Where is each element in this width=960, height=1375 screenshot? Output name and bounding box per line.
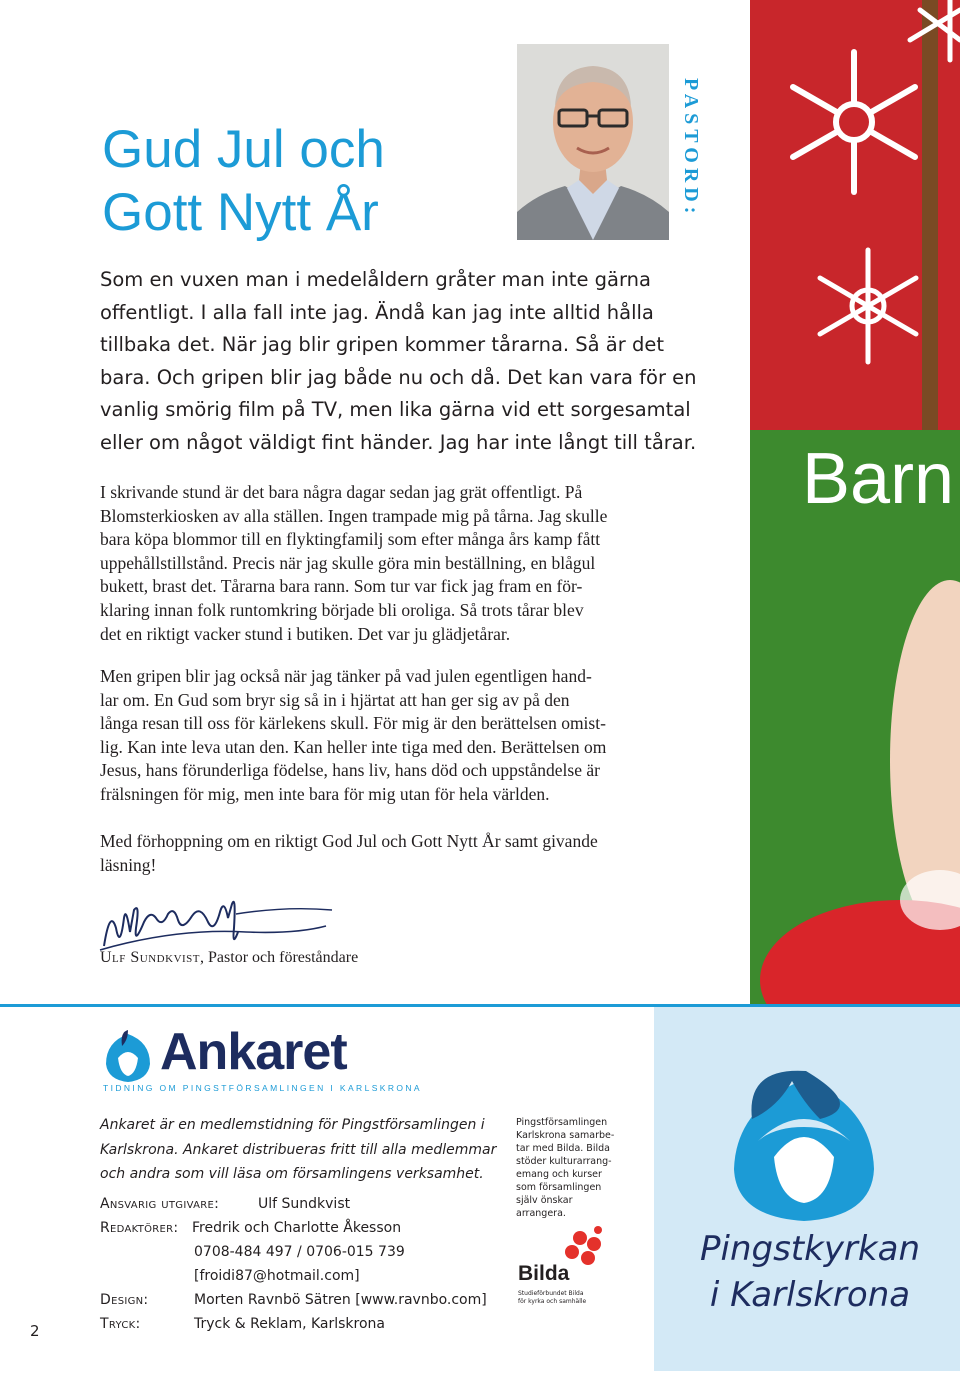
lead-line: bara. Och gripen blir jag både nu och då. Det kan vara för en <box>100 365 697 389</box>
body-line: läsning! <box>100 854 157 875</box>
portrait-illustration <box>517 44 669 240</box>
body-line: bara köpa blommor till en flyktingfamilj som efter många års kamp fått <box>100 529 601 550</box>
signature-name: Ulf Sundkvist <box>100 949 201 966</box>
signature-role: , Pastor och föreståndare <box>200 949 359 966</box>
lead-line: eller om något väldigt fint händer. Jag har inte långt till tårar. <box>100 430 697 454</box>
lead-line: vanlig smörig film på TV, men lika gärna vid ett sorgesamtal <box>100 398 691 421</box>
snowflake-icon <box>820 250 916 362</box>
lead-paragraph <box>100 264 697 459</box>
body-line: frälsningen för mig, men inte bara för mig utan för hela världen. <box>100 783 550 804</box>
bilda-sub-line: för kyrka och samhälle <box>518 1298 587 1305</box>
pastor-portrait <box>517 44 669 240</box>
body-line: Med förhoppning om en riktigt God Jul och Gott Nytt År samt givande <box>100 831 598 851</box>
body-paragraph <box>100 665 660 807</box>
ankaret-name: Ankaret <box>160 1023 347 1081</box>
bilda-note-line: arrangera. <box>516 1208 566 1219</box>
side-photo <box>750 0 960 1006</box>
body-line: lar om. En Gud som bryr sig så in i hjärtat att han ger sig av på den <box>100 689 570 710</box>
lead-line: Som en vuxen man i medelåldern gråter man inte gärna <box>100 268 651 291</box>
page-number: 2 <box>30 1322 40 1340</box>
masthead-intro <box>100 1113 497 1187</box>
bilda-flower-icon <box>565 1226 602 1265</box>
intro-line: och andra som vill läsa om församlingens verksamhet. <box>100 1166 484 1182</box>
intro-line: Karlskrona. Ankaret distribueras fritt till alla medlemmar <box>100 1141 497 1158</box>
bilda-note-line: själv önskar <box>516 1195 573 1206</box>
bilda-note-line: Pingstförsamlingen <box>516 1117 608 1128</box>
photo-banner-text: Barn <box>802 439 955 519</box>
lead-line: tillbaka det. När jag blir gripen kommer tårarna. Så är det <box>100 333 664 356</box>
section-label-text: PASTORD: <box>680 78 702 219</box>
title-line: Gud Jul och <box>102 120 385 179</box>
bilda-subtitle <box>518 1290 586 1306</box>
credit-label: Ansvarig utgivare: <box>100 1196 220 1212</box>
body-line: bukett, brast det. Tårarna bara rann. Som tur var fick jag fram en för- <box>100 576 583 597</box>
body-line: lig. Kan inte leva utan den. Kan heller inte tiga med den. Berättelsen om <box>100 736 607 757</box>
credit-label: Tryck: <box>100 1316 141 1332</box>
bilda-note-line: emang och kurser <box>516 1169 602 1180</box>
signature-line <box>100 949 358 967</box>
body-line: Jesus, hans förunderliga födelse, hans liv, hans död och uppståndelse är <box>100 760 600 781</box>
bilda-note-line: tar med Bilda. Bilda <box>516 1143 610 1154</box>
body-line: Men gripen blir jag också när jag tänker på vad julen egentligen hand- <box>100 666 592 686</box>
title-line: Gott Nytt År <box>102 183 379 242</box>
credit-value: Fredrik och Charlotte Åkesson <box>192 1220 402 1236</box>
credit-value: Morten Ravnbö Sätren [www.ravnbo.com] <box>194 1292 487 1308</box>
section-label <box>677 78 707 248</box>
body-line: det en riktigt vacker stund i butiken. Det var ju glädjetårar. <box>100 623 511 644</box>
bilda-note-line: stöder kulturarrang- <box>516 1156 612 1167</box>
bilda-note-line: Karlskrona samarbe- <box>516 1130 615 1141</box>
body-paragraph <box>100 830 660 877</box>
credit-value: [froidi87@hotmail.com] <box>194 1268 360 1284</box>
bilda-logo <box>518 1226 608 1284</box>
body-line: I skrivande stund är det bara några dagar sedan jag grät offentligt. På <box>100 482 583 502</box>
credit-label: Design: <box>100 1292 149 1308</box>
bilda-sub-line: Studieförbundet Bilda <box>518 1290 584 1297</box>
page-title <box>102 118 385 244</box>
body-line: långa resan till oss för kärlekens skull. För mig är den berättelsen omist- <box>100 713 606 734</box>
credit-value: 0708-484 497 / 0706-015 739 <box>194 1244 405 1260</box>
body-line: uppehållstillstånd. Precis när jag skulle göra min beställning, en blågul <box>100 552 596 573</box>
intro-line: Ankaret är en medlemstidning för Pingstförsamlingen i <box>100 1117 485 1133</box>
church-name-line: i Karlskrona <box>709 1275 911 1315</box>
credit-value: Ulf Sundkvist <box>258 1196 351 1212</box>
ankaret-tagline: TIDNING OM PINGSTFÖRSAMLINGEN I KARLSKRONA <box>103 1083 422 1093</box>
credit-label: Redaktörer: <box>100 1220 179 1236</box>
bilda-logo-text: Bilda <box>518 1262 570 1284</box>
bilda-note-line: som församlingen <box>516 1182 602 1193</box>
church-name-line: Pingstkyrkan <box>700 1229 920 1269</box>
bilda-note <box>516 1116 616 1220</box>
credit-value: Tryck & Reklam, Karlskrona <box>194 1316 386 1332</box>
church-name <box>700 1226 920 1318</box>
lead-line: offentligt. I alla fall inte jag. Ändå kan jag inte alltid hålla <box>100 300 654 324</box>
body-line: klaring innan folk runtomkring började bli oroliga. Så trots tårar blev <box>100 599 584 620</box>
body-line: Blomsterkiosken av alla ställen. Ingen trampade mig på tårna. Jag skulle <box>100 505 608 526</box>
body-paragraph <box>100 481 660 646</box>
snowflake-icon <box>793 52 915 192</box>
